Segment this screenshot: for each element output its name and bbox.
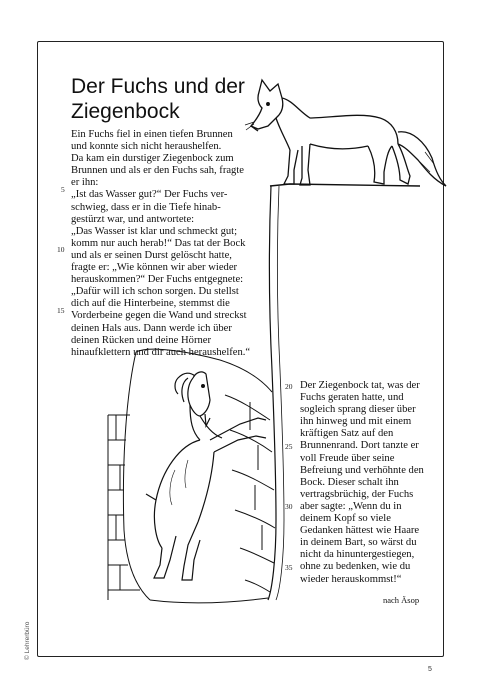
text-line: Brunnen und als er den Fuchs sah, fragte [71,165,244,177]
text-line: Vorderbeine gegen die Wand und streckst [71,310,247,322]
page-number: 5 [428,666,432,673]
copyright-notice: © Lehrerbüro [24,621,31,660]
line-number: 35 [285,563,293,572]
text-line: gestürzt war, und antwortete: [71,213,195,225]
text-line: deinen Hals aus. Dann werde ich über [71,322,232,334]
story-text-right [300,380,424,586]
story-text-left [71,129,250,359]
line-number: 10 [57,245,65,254]
text-line: komm nur auch herab!“ Das tat der Bock [71,237,246,249]
well-interior-illustration [108,349,275,603]
text-line: aber sagte: „Wenn du in [300,500,402,512]
line-number: 15 [57,306,65,315]
text-line: deinem Kopf so viele [300,513,391,525]
text-line: Da kam ein durstiger Ziegenbock zum [71,153,234,165]
text-line: hinaufklettern und dir auch heraushelfen.“ [71,346,251,358]
line-number: 20 [285,382,293,391]
text-line: „Das Wasser ist klar und schmeckt gut; [71,225,238,237]
text-line: Ein Fuchs fiel in einen tiefen Brunnen [71,129,233,140]
text-line: herauskommen?“ Der Fuchs entgegnete: [71,274,244,286]
text-line: fragte er: „Wie können wir aber wieder [71,262,238,274]
text-line: vertragsbrüchig, der Fuchs [300,488,414,500]
text-line: in deinem Bart, so wärst du [300,537,417,549]
text-line: Fuchs geraten hatte, und [300,392,404,404]
text-line: sogleich sprang dieser über [300,404,416,416]
text-line: Bock. Dieser schalt ihn [300,476,399,488]
text-line: ihn hinweg und mit einem [300,416,412,428]
text-line: ohne zu bedenken, wie du [300,561,411,573]
text-line: schwieg, dass er in die Tiefe hinab- [71,201,221,213]
text-line: Brunnenrand. Dort tanzte er [300,440,419,452]
text-line: voll Freude über seine [300,452,395,464]
line-number: 5 [61,185,65,194]
fox-illustration [245,80,446,186]
title-line-1: Der Fuchs und der [71,75,245,98]
text-line: und konnte sich nicht heraushelfen. [71,141,222,153]
text-line: nicht da hinuntergestiegen, [300,549,415,561]
text-line: Befreiung und verhöhnte den [300,464,424,476]
attribution: nach Äsop [383,595,420,605]
title-line-2: Ziegenbock [71,100,180,123]
text-line: und als er seinen Durst gelöscht hatte, [71,249,232,261]
text-line: „Dafür will ich schon sorgen. Du stellst [71,286,239,298]
text-line: Der Ziegenbock tat, was der [300,380,420,391]
text-line: „Ist das Wasser gut?“ Der Fuchs ver- [71,189,228,201]
text-line: wieder herauskommst!“ [300,573,402,585]
line-number: 25 [285,442,293,451]
text-line: kräftigen Satz auf den [300,428,394,440]
text-line: Gedanken hättest wie Haare [300,525,420,537]
text-line: deinen Rücken und deine Hörner [71,334,212,346]
text-line: er ihn: [71,177,99,189]
line-number: 30 [285,502,293,511]
text-line: dich auf die Hinterbeine, stemmst die [71,298,230,310]
